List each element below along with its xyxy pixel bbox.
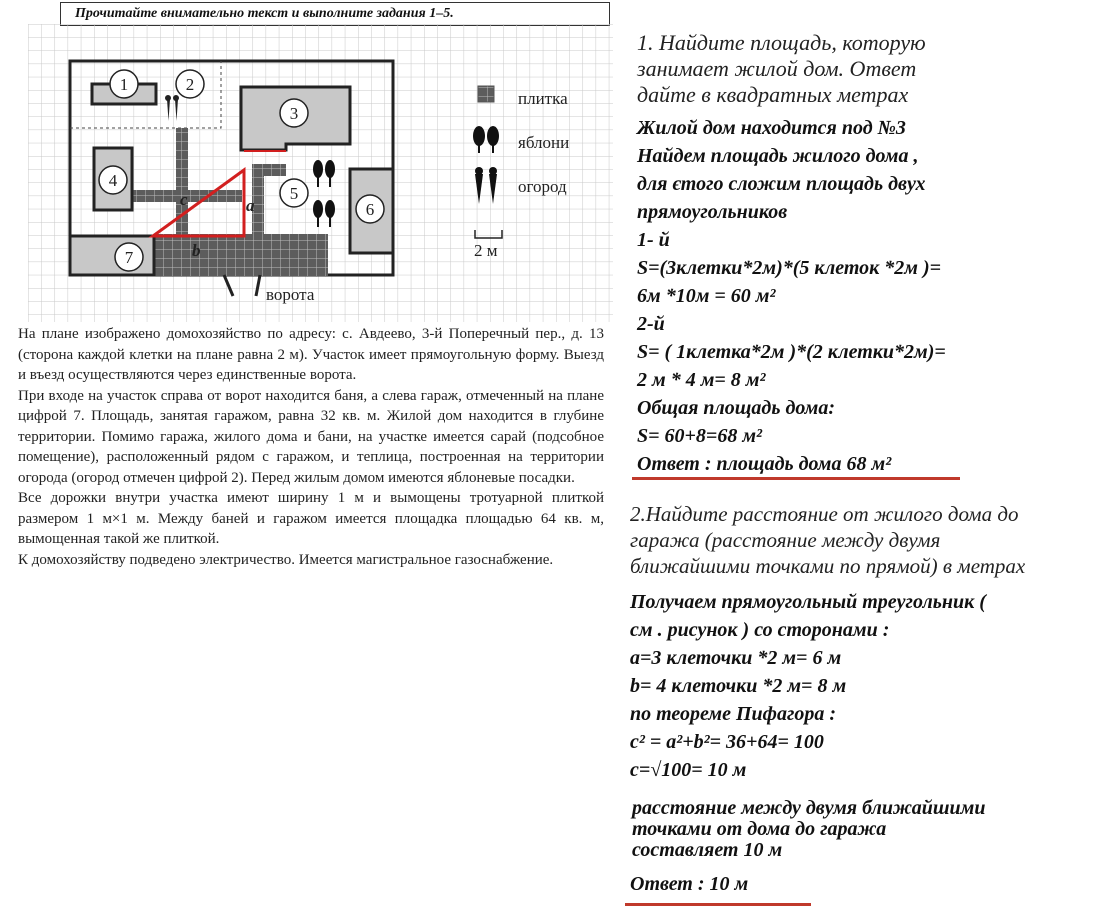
legend-apple-label: яблони [518,133,570,152]
solution-2: Получаем прямоугольный треугольник ( см . рисунок ) со сторонами : a=3 клеточки *2 м= 6 м b= 4 клеточки *2 м= 8 м по теореме Пифагора : c² = a²+b²= 36+64= 100 c=√100= 10 м [630,591,986,781]
solution-1: Жилой дом находится под №3 Найдем площадь жилого дома , для єтого сложим площадь двух прямоугольников 1- й S=(3клетки*2м)*(5 клеток *2м )= 6м *10м = 60 м² 2-й S= ( 1клетка*2м )*(2 клетки*2м)= 2 м * 4 м= 8 м² Общая площадь дома: S= 60+8=68 м² Ответ : площадь дома 68 м² [637,114,946,478]
label-3: 3 [289,104,299,123]
paragraph: К домохозяйству подведено электричество. Имеется магистральное газоснабжение. [18,551,554,568]
label-6: 6 [365,200,375,219]
question-2: 2.Найдите расстояние от жилого дома до гаража (расстояние между двумя ближайшими точками по прямой) в метрах [630,502,1026,578]
path-to-apples [264,164,286,176]
legend-tile-label: плитка [518,89,568,108]
gate-label: ворота [266,285,315,304]
tiled-yard [153,234,328,276]
paragraph: Все дорожки внутри участка имеют ширину 1 м и вымощены тротуарной плиткой размером 1 м×1 м. Между баней и гаражом имеется площадка площадью 64 кв. м, вымощенная такой же плиткой. [18,490,604,547]
side-c-label: c [180,190,188,209]
legend-scale-label: 2 м [474,241,498,260]
answer-1: Ответ : площадь дома 68 м² [637,453,892,475]
side-b-label: b [192,241,201,260]
answer-2: Ответ : 10 м [630,873,749,895]
paragraph: На плане изображено домохозяйство по адресу: с. Авдеево, 3-й Поперечный пер., д. 13 (сторона каждой клетки на плане равна 2 м). Участок имеет прямоугольную форму. Выезд и въезд осуществляются через единственные ворота. [18,326,604,383]
legend-tile-swatch [478,86,494,102]
task-heading: Прочитайте внимательно текст и выполните задания 1–5. [75,6,454,21]
label-1: 1 [119,75,129,94]
problem-text [18,324,604,570]
site-plan [28,24,613,322]
conclusion-2: расстояние между двумя ближайшими точками от дома до гаража составляет 10 м [632,797,986,861]
answer-2-underline [625,903,811,906]
paragraph: При входе на участок справа от ворот находится баня, а слева гараж, отмеченный на плане цифрой 7. Площадь, занятая гаражом, равна 32 кв. м. Жилой дом находится в глубине территории. Помимо гаража, жилого дома и бани, на участке имеется сарай (подсобное помещение), расположенный рядом с гаражом, и теплица, построенная на территории огорода (огород отмечен цифрой 2). Перед жилым домом имеются яблоневые посадки. [18,387,604,486]
legend-garden-label: огород [518,177,567,196]
path-vertical-left [176,128,188,238]
side-a-label: a [246,196,255,215]
label-4: 4 [108,171,118,190]
answer-1-underline [632,477,960,480]
label-5: 5 [289,184,299,203]
question-1: 1. Найдите площадь, которую занимает жилой дом. Ответ дайте в квадратных метрах [637,30,926,107]
label-7: 7 [124,248,134,267]
label-2: 2 [185,75,195,94]
